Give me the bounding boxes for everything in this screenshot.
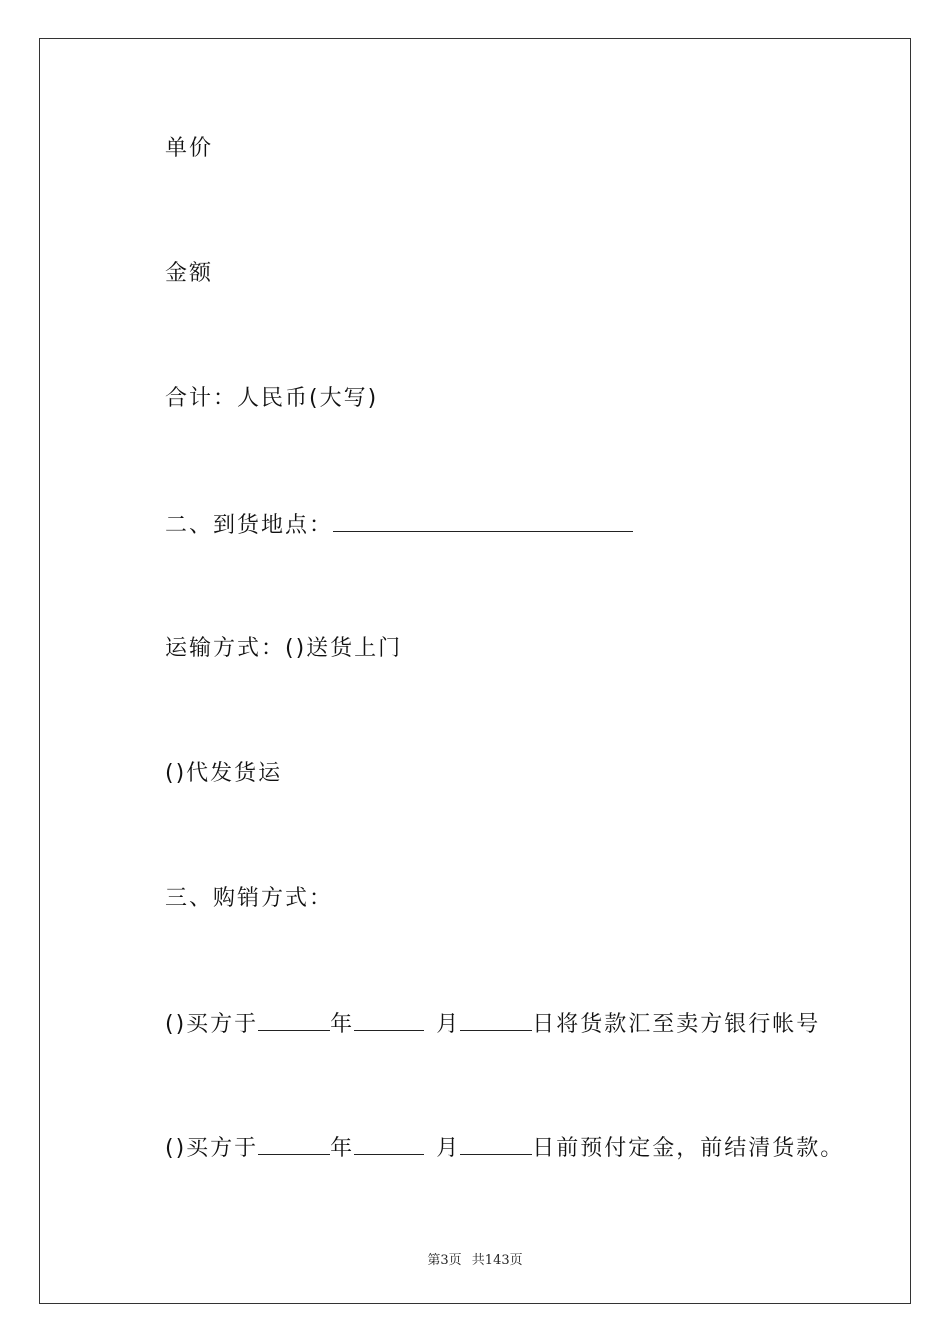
line-transport: 运输方式：()送货上门 (165, 636, 403, 661)
line-total: 合计：人民币(大写) (165, 386, 379, 411)
line-amount: 金额 (165, 261, 214, 286)
payment2-month-blank (354, 1134, 424, 1155)
page-border (39, 38, 911, 1304)
payment1-month-blank (354, 1010, 424, 1031)
page-footer (0, 1249, 950, 1268)
payment1-year: 年 (330, 1012, 355, 1037)
line-transport-alt: ()代发货运 (165, 761, 283, 786)
payment1-prefix: ()买方于 (165, 1012, 259, 1037)
footer-total-pages: 共143页 (471, 1253, 523, 1268)
footer-page-number: 第3页 (427, 1253, 462, 1268)
delivery-place-label: 二、到货地点： (165, 513, 334, 538)
payment2-prefix: ()买方于 (165, 1136, 259, 1161)
line-payment-1 (165, 1010, 820, 1038)
line-unit-price: 单价 (165, 136, 214, 161)
payment1-day-blank (460, 1010, 532, 1031)
delivery-place-blank (333, 511, 633, 532)
payment1-year-blank (258, 1010, 330, 1031)
payment2-month: 月 (436, 1136, 461, 1161)
payment2-year-blank (258, 1134, 330, 1155)
payment2-year: 年 (330, 1136, 355, 1161)
payment2-day-blank (460, 1134, 532, 1155)
line-delivery-place (165, 511, 633, 539)
payment1-month: 月 (436, 1012, 461, 1037)
line-payment-2 (165, 1134, 844, 1162)
line-purchase-method: 三、购销方式： (165, 886, 334, 911)
payment1-suffix: 日将货款汇至卖方银行帐号 (532, 1012, 821, 1037)
payment2-suffix: 日前预付定金，前结清货款。 (532, 1136, 845, 1161)
